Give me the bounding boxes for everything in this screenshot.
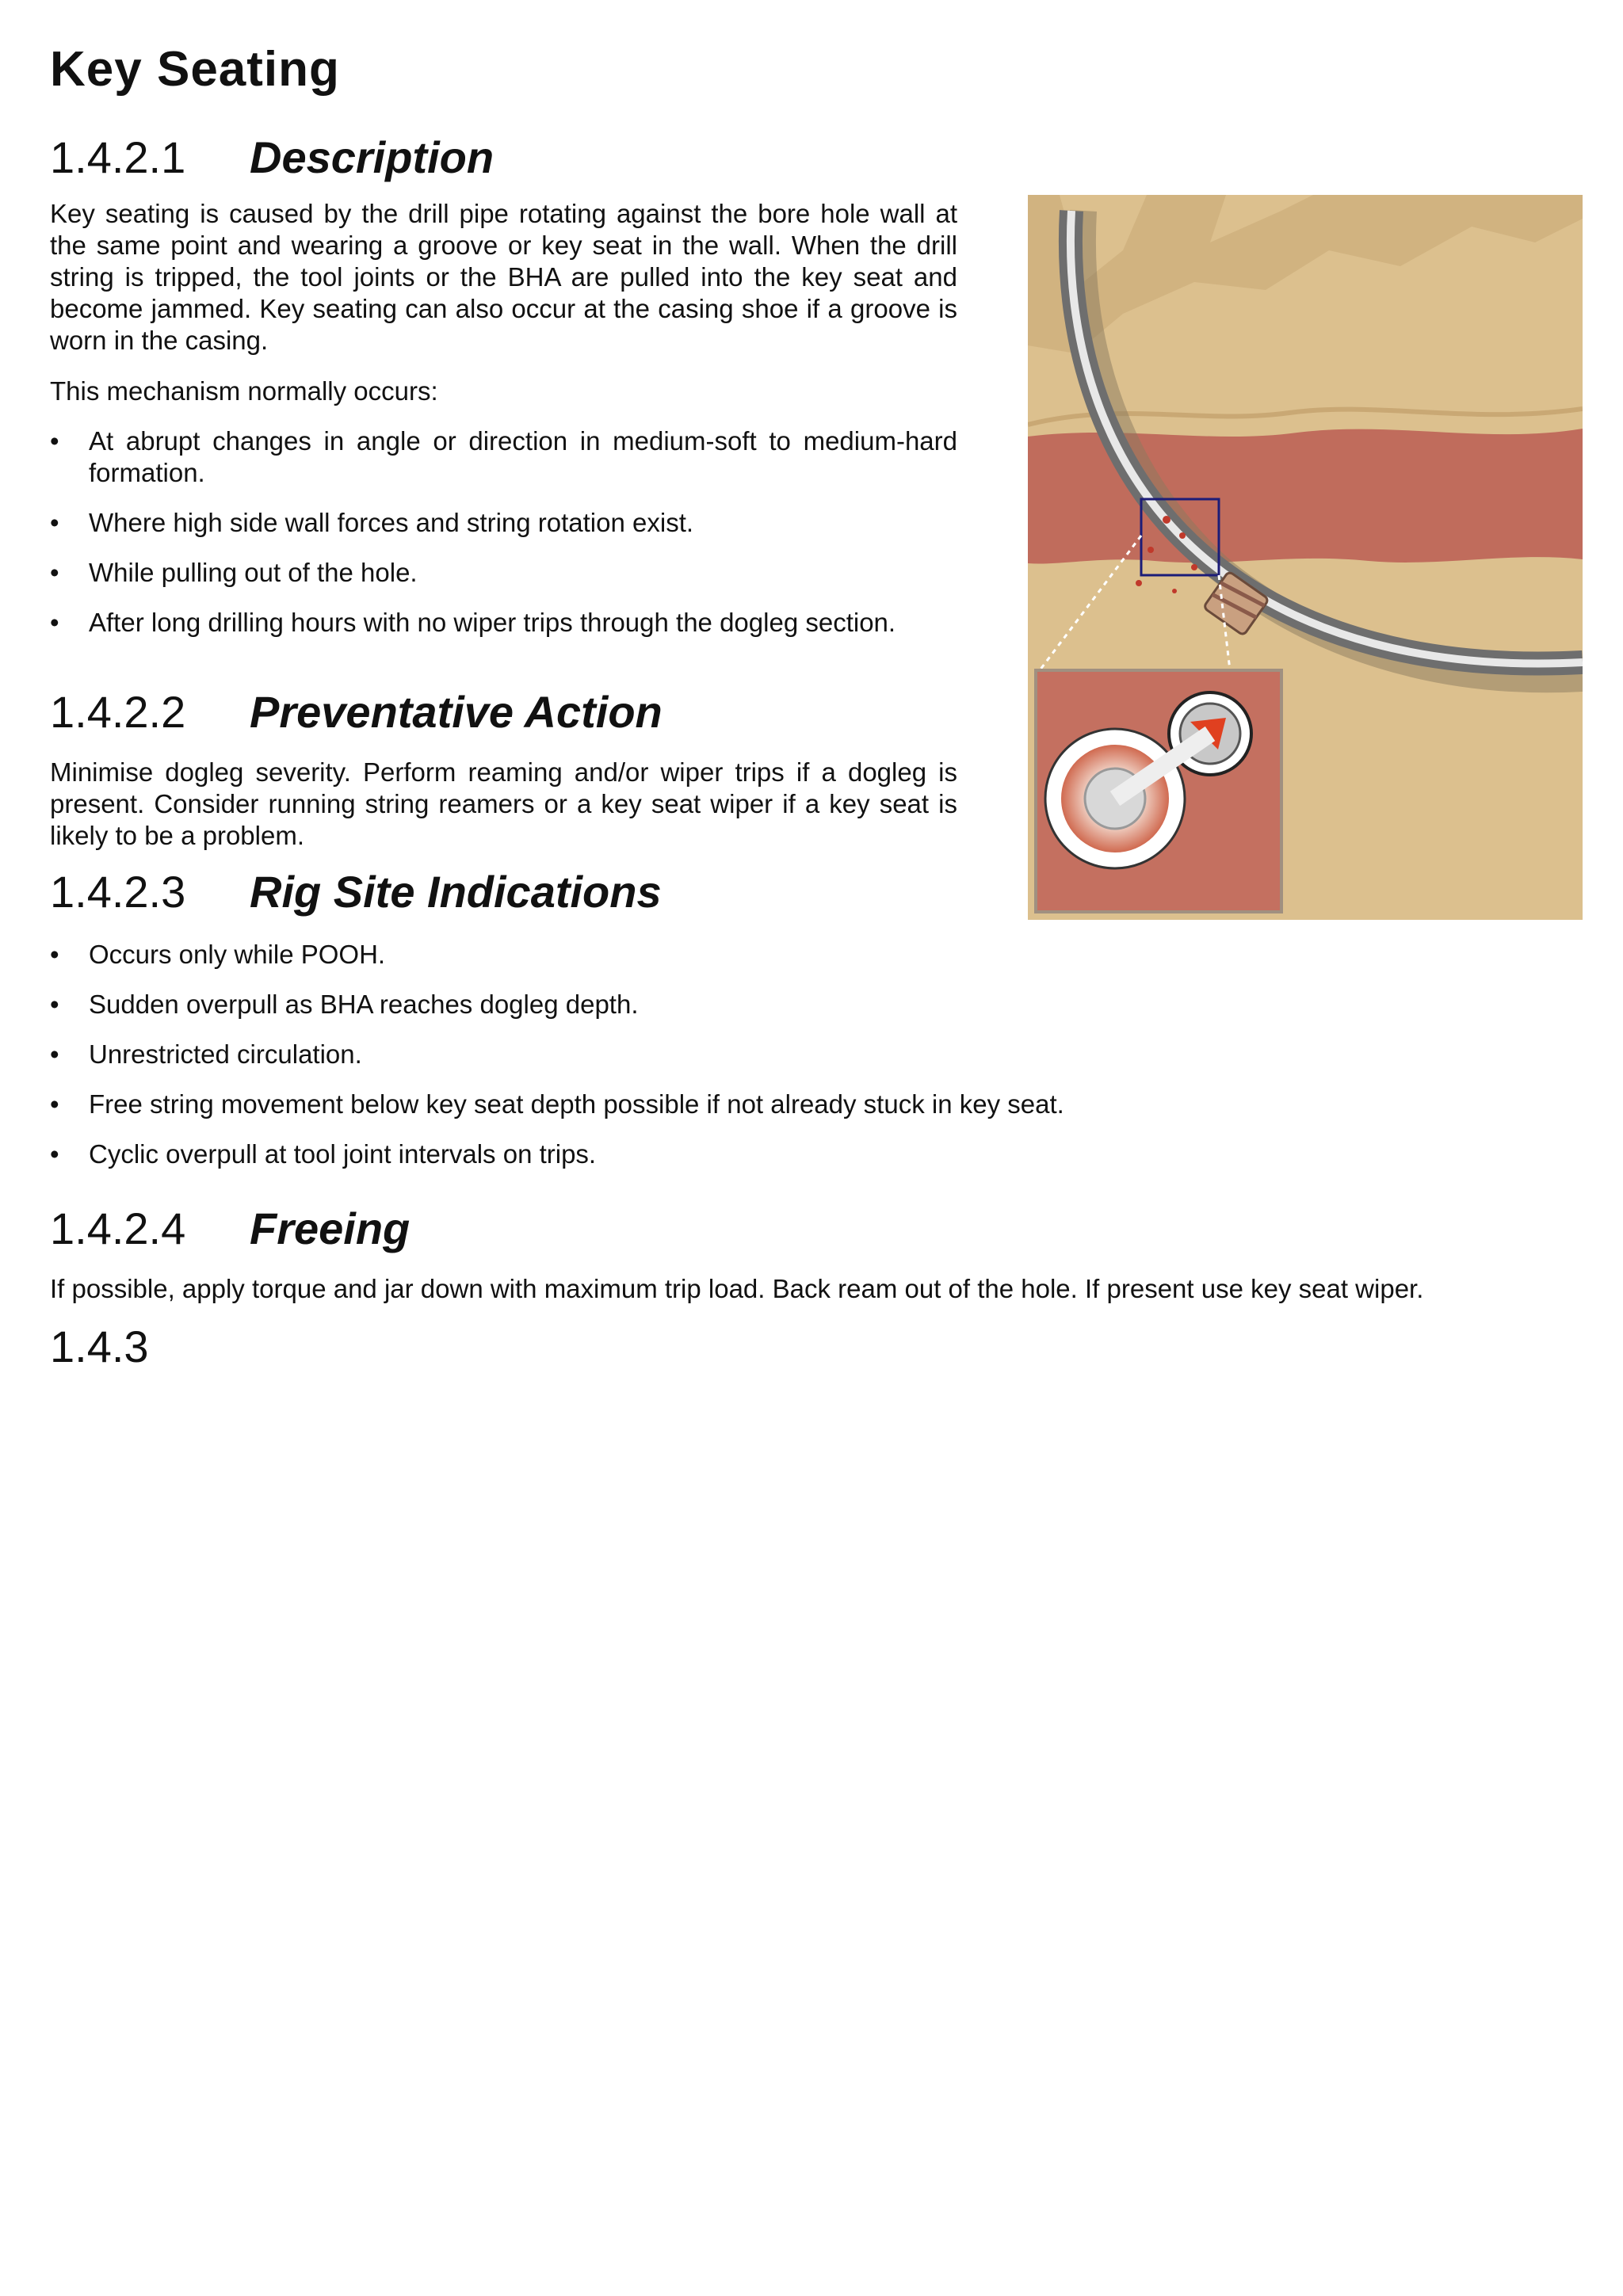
section-number: 1.4.3 <box>50 1322 149 1371</box>
section-number: 1.4.2.4 <box>50 1203 186 1253</box>
list-item: • While pulling out of the hole. <box>50 557 957 589</box>
preventative-paragraph: Minimise dogleg severity. Perform reaming and/or wiper trips if a dogleg is present. Consider running string reamers or a key seat wiper if a key seat is likely to be a problem. <box>50 757 957 850</box>
description-bullet-list <box>50 425 957 657</box>
description-paragraph: Key seating is caused by the drill pipe rotating against the bore hole wall at the same point and wearing a groove or key seat in the wall. When the drill string is tripped, the tool joints or the BHA are pulled into the key seat and become jammed. Key seating can also occur at the casing shoe if a groove is worn in the casing. <box>50 199 957 355</box>
section-title: Preventative Action <box>250 687 663 737</box>
section-number: 1.4.2.1 <box>50 132 186 182</box>
section-number: 1.4.2.3 <box>50 867 186 917</box>
list-item: • Cyclic overpull at tool joint intervals on trips. <box>50 1138 1556 1170</box>
section-heading-freeing <box>50 1203 410 1254</box>
key-seat-illustration <box>1028 195 1583 920</box>
indications-bullet-list <box>50 939 1556 1188</box>
section-title: Description <box>250 132 495 182</box>
list-item: • Free string movement below key seat depth possible if not already stuck in key seat. <box>50 1089 1556 1120</box>
inset-cross-section <box>1036 670 1281 912</box>
section-heading-next <box>50 1321 250 1372</box>
section-heading-preventative-action <box>50 686 663 738</box>
list-item: • Where high side wall forces and string rotation exist. <box>50 507 957 539</box>
section-title: Rig Site Indications <box>250 867 662 917</box>
section-heading-description <box>50 132 494 183</box>
list-item: • At abrupt changes in angle or direction in medium-soft to medium-hard formation. <box>50 425 957 489</box>
page-title: Key Seating <box>50 42 340 97</box>
section-number: 1.4.2.2 <box>50 687 186 737</box>
freeing-paragraph: If possible, apply torque and jar down with maximum trip load. Back ream out of the hole. If present use key seat wiper. <box>50 1274 1424 1303</box>
section-heading-rig-site-indications <box>50 866 662 917</box>
list-item: • Unrestricted circulation. <box>50 1039 1556 1070</box>
list-item: • Occurs only while POOH. <box>50 939 1556 971</box>
list-item: • After long drilling hours with no wiper trips through the dogleg section. <box>50 607 957 639</box>
list-item: • Sudden overpull as BHA reaches dogleg depth. <box>50 989 1556 1020</box>
section-title: Freeing <box>250 1203 411 1253</box>
description-intro: This mechanism normally occurs: <box>50 376 438 406</box>
